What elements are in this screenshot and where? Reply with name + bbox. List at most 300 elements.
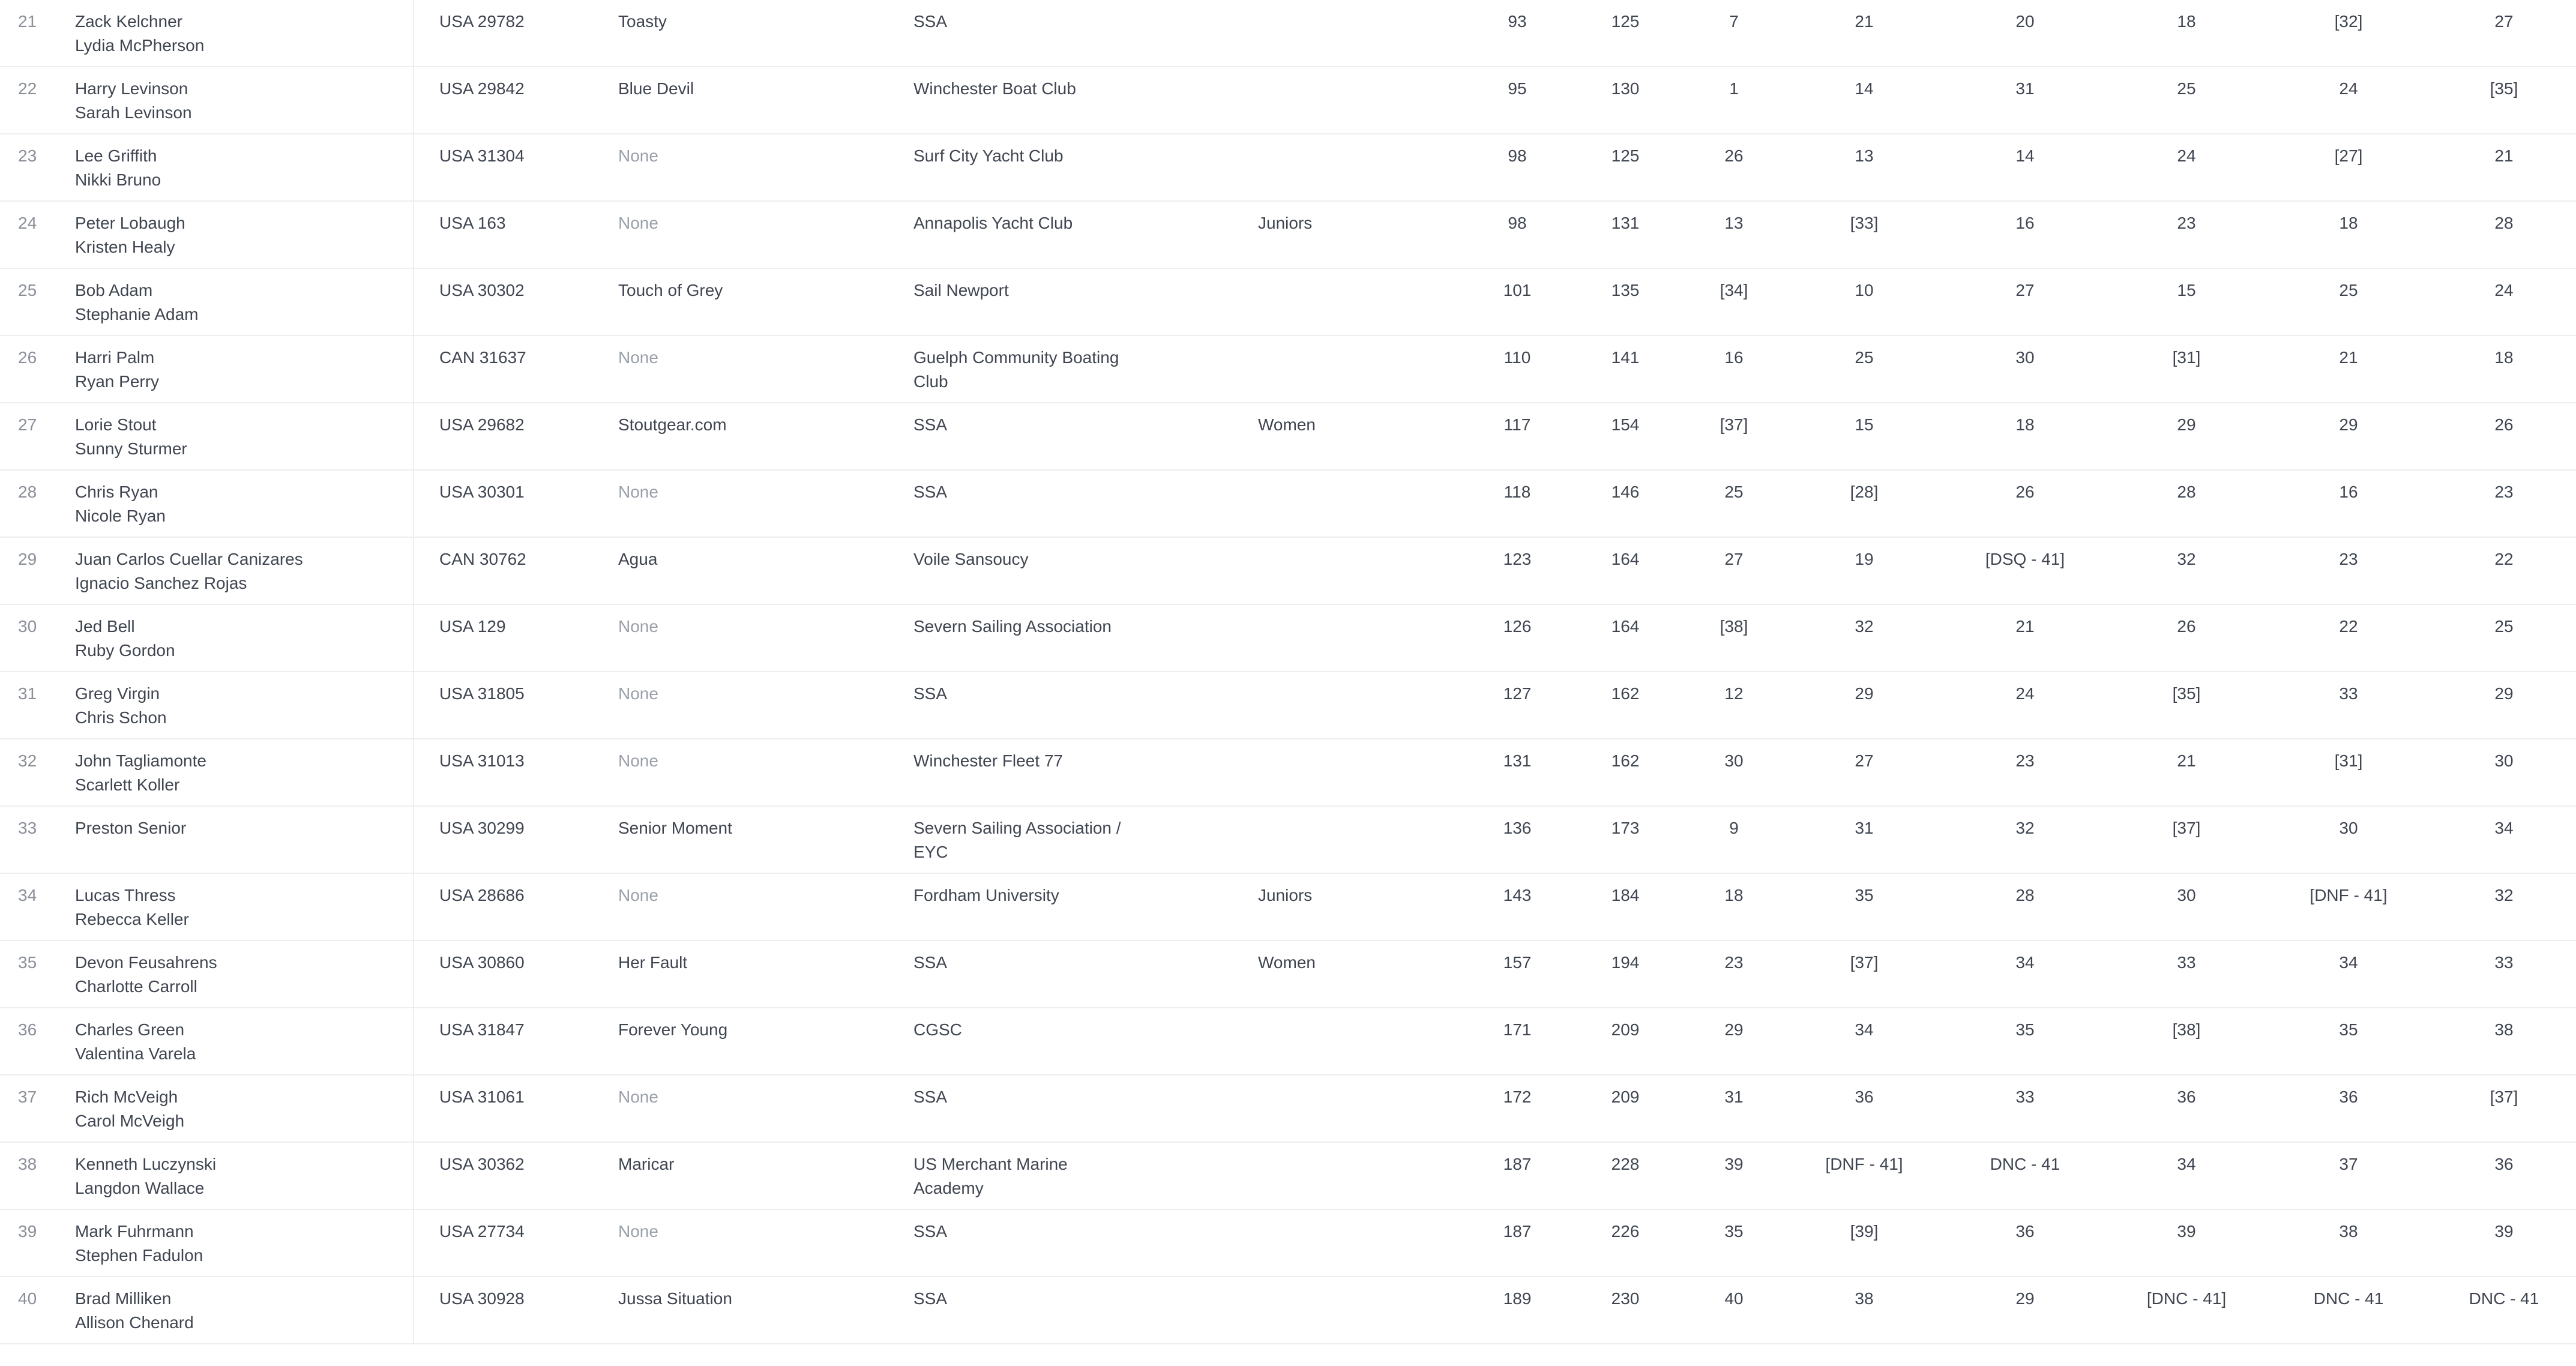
division-cell: Juniors	[1258, 886, 1313, 904]
crew-name: Ryan Perry	[75, 372, 160, 391]
race-3-score-cell: 30	[2015, 348, 2035, 367]
table-row[interactable]	[0, 67, 2576, 134]
sail-number-cell: CAN 30762	[439, 550, 526, 568]
race-2-score-cell: 32	[1855, 617, 1874, 636]
skipper-name: Zack Kelchner	[75, 12, 182, 31]
club-cell	[913, 615, 1154, 639]
race-3-score-cell: [DSQ - 41]	[1985, 550, 2065, 568]
sail-number-cell: USA 30362	[439, 1155, 525, 1173]
rank-cell: 32	[18, 751, 37, 770]
race-2-score-cell: 29	[1855, 684, 1874, 703]
table-row[interactable]	[0, 1277, 2576, 1344]
skipper-name: Chris Ryan	[75, 483, 158, 501]
boat-name-cell: Maricar	[618, 1155, 675, 1173]
total-score-cell: 125	[1611, 12, 1640, 31]
net-score-cell: 98	[1508, 146, 1527, 165]
boat-name-cell: Agua	[618, 550, 658, 568]
race-3-score-cell: 24	[2015, 684, 2035, 703]
table-row[interactable]	[0, 1210, 2576, 1277]
column-divider	[413, 0, 414, 66]
boat-name-cell: None	[618, 617, 658, 636]
total-score-cell: 162	[1611, 684, 1640, 703]
race-1-score-cell: 29	[1724, 1020, 1744, 1039]
skipper-name: Lorie Stout	[75, 415, 157, 434]
sail-number-cell: USA 31061	[439, 1088, 525, 1106]
race-1-score-cell: 35	[1724, 1222, 1744, 1241]
net-score-cell: 189	[1503, 1289, 1532, 1308]
club-cell	[913, 77, 1154, 101]
race-1-score-cell: 27	[1724, 550, 1744, 568]
rank-cell: 34	[18, 886, 37, 904]
total-score-cell: 130	[1611, 79, 1640, 98]
race-6-score-cell: DNC - 41	[2469, 1289, 2539, 1308]
crew-name: Allison Chenard	[75, 1313, 194, 1332]
total-score-cell: 209	[1611, 1020, 1640, 1039]
race-3-score-cell: 21	[2015, 617, 2035, 636]
rank-cell: 23	[18, 146, 37, 165]
race-1-score-cell: 40	[1724, 1289, 1744, 1308]
race-4-score-cell: 25	[2177, 79, 2196, 98]
crew-cell	[75, 144, 161, 192]
race-2-score-cell: 15	[1855, 415, 1874, 434]
table-row[interactable]	[0, 1008, 2576, 1076]
race-6-score-cell: 39	[2494, 1222, 2514, 1241]
race-4-score-cell: 28	[2177, 483, 2196, 501]
club-cell	[913, 413, 1154, 437]
race-3-score-cell: 33	[2015, 1088, 2035, 1106]
table-row[interactable]	[0, 739, 2576, 807]
crew-name: Stephen Fadulon	[75, 1246, 203, 1265]
rank-cell: 39	[18, 1222, 37, 1241]
race-4-score-cell: 18	[2177, 12, 2196, 31]
club-name-line: SSA	[913, 1289, 948, 1308]
club-cell	[913, 883, 1154, 907]
race-1-score-cell: [37]	[1720, 415, 1748, 434]
race-1-score-cell: [38]	[1720, 617, 1748, 636]
race-5-score-cell: 29	[2339, 415, 2358, 434]
net-score-cell: 187	[1503, 1222, 1532, 1241]
club-name-line: Sail Newport	[913, 281, 1009, 299]
race-1-score-cell: 16	[1724, 348, 1744, 367]
total-score-cell: 184	[1611, 886, 1640, 904]
total-score-cell: 173	[1611, 819, 1640, 837]
boat-name-cell: None	[618, 483, 658, 501]
crew-name: Valentina Varela	[75, 1044, 196, 1063]
race-1-score-cell: 39	[1724, 1155, 1744, 1173]
race-5-score-cell: [27]	[2334, 146, 2363, 165]
boat-name-cell: None	[618, 886, 658, 904]
race-4-score-cell: 23	[2177, 214, 2196, 232]
rank-cell: 36	[18, 1020, 37, 1039]
skipper-name: Greg Virgin	[75, 684, 160, 703]
race-3-score-cell: 23	[2015, 751, 2035, 770]
race-3-score-cell: 20	[2015, 12, 2035, 31]
race-2-score-cell: [39]	[1850, 1222, 1879, 1241]
skipper-name: Bob Adam	[75, 281, 153, 299]
crew-name: Kristen Healy	[75, 238, 175, 256]
race-1-score-cell: 26	[1724, 146, 1744, 165]
race-5-score-cell: [31]	[2334, 751, 2363, 770]
total-score-cell: 146	[1611, 483, 1640, 501]
boat-name-cell: None	[618, 214, 658, 232]
crew-name: Scarlett Koller	[75, 775, 180, 794]
race-5-score-cell: [DNF - 41]	[2310, 886, 2388, 904]
race-2-score-cell: [37]	[1850, 953, 1879, 972]
crew-name: Ruby Gordon	[75, 641, 175, 660]
club-cell	[913, 346, 1154, 394]
race-6-score-cell: [37]	[2490, 1088, 2518, 1106]
rank-cell: 27	[18, 415, 37, 434]
crew-cell	[75, 480, 166, 528]
crew-name: Ignacio Sanchez Rojas	[75, 574, 247, 592]
skipper-name: Juan Carlos Cuellar Canizares	[75, 550, 303, 568]
column-divider	[413, 739, 414, 805]
race-5-score-cell: 38	[2339, 1222, 2358, 1241]
table-row[interactable]	[0, 941, 2576, 1008]
race-6-score-cell: 23	[2494, 483, 2514, 501]
boat-name-cell: Jussa Situation	[618, 1289, 732, 1308]
club-name-line: Annapolis Yacht Club	[913, 214, 1073, 232]
sail-number-cell: USA 30299	[439, 819, 525, 837]
race-1-score-cell: 12	[1724, 684, 1744, 703]
race-5-score-cell: 35	[2339, 1020, 2358, 1039]
crew-cell	[75, 1152, 216, 1200]
race-1-score-cell: 9	[1729, 819, 1739, 837]
crew-name: Lydia McPherson	[75, 36, 205, 55]
race-4-score-cell: [38]	[2172, 1020, 2201, 1039]
club-name-line: SSA	[913, 1222, 948, 1241]
race-6-score-cell: 26	[2494, 415, 2514, 434]
club-name-line: US Merchant Marine	[913, 1155, 1068, 1173]
crew-name: Nikki Bruno	[75, 170, 161, 189]
skipper-name: Charles Green	[75, 1020, 185, 1039]
boat-name-cell: Stoutgear.com	[618, 415, 727, 434]
net-score-cell: 127	[1503, 684, 1532, 703]
race-5-score-cell: [32]	[2334, 12, 2363, 31]
club-cell	[913, 816, 1154, 864]
table-row[interactable]	[0, 134, 2576, 202]
skipper-name: Jed Bell	[75, 617, 135, 636]
column-divider	[413, 67, 414, 133]
skipper-name: Mark Fuhrmann	[75, 1222, 194, 1241]
race-6-score-cell: 38	[2494, 1020, 2514, 1039]
race-3-score-cell: 27	[2015, 281, 2035, 299]
race-4-score-cell: 39	[2177, 1222, 2196, 1241]
race-1-score-cell: 25	[1724, 483, 1744, 501]
race-4-score-cell: 15	[2177, 281, 2196, 299]
club-cell	[913, 749, 1154, 773]
club-cell	[913, 278, 1154, 302]
race-2-score-cell: [28]	[1850, 483, 1879, 501]
race-5-score-cell: 22	[2339, 617, 2358, 636]
sail-number-cell: USA 129	[439, 617, 506, 636]
club-cell	[913, 1287, 1154, 1311]
race-4-score-cell: 26	[2177, 617, 2196, 636]
race-4-score-cell: 34	[2177, 1155, 2196, 1173]
race-1-score-cell: 23	[1724, 953, 1744, 972]
crew-name: Charlotte Carroll	[75, 977, 197, 996]
race-5-score-cell: 30	[2339, 819, 2358, 837]
club-cell	[913, 144, 1154, 168]
total-score-cell: 226	[1611, 1222, 1640, 1241]
race-5-score-cell: 34	[2339, 953, 2358, 972]
boat-name-cell: None	[618, 348, 658, 367]
race-4-score-cell: [31]	[2172, 348, 2201, 367]
club-name-line: Club	[913, 372, 948, 391]
race-4-score-cell: 29	[2177, 415, 2196, 434]
table-row[interactable]	[0, 874, 2576, 941]
skipper-name: John Tagliamonte	[75, 751, 206, 770]
sail-number-cell: USA 29782	[439, 12, 525, 31]
race-2-score-cell: 34	[1855, 1020, 1874, 1039]
net-score-cell: 118	[1503, 483, 1531, 501]
sail-number-cell: USA 29842	[439, 79, 525, 98]
rank-cell: 38	[18, 1155, 37, 1173]
division-cell: Women	[1258, 953, 1316, 972]
race-3-score-cell: 35	[2015, 1020, 2035, 1039]
skipper-name: Preston Senior	[75, 819, 187, 837]
column-divider	[413, 1143, 414, 1209]
crew-cell	[75, 413, 187, 461]
boat-name-cell: None	[618, 1088, 658, 1106]
race-3-score-cell: 26	[2015, 483, 2035, 501]
table-row[interactable]	[0, 202, 2576, 269]
skipper-name: Devon Feusahrens	[75, 953, 217, 972]
crew-cell	[75, 1085, 184, 1133]
column-divider	[413, 941, 414, 1007]
crew-cell	[75, 346, 159, 394]
race-6-score-cell: 32	[2494, 886, 2514, 904]
race-6-score-cell: 33	[2494, 953, 2514, 972]
total-score-cell: 135	[1611, 281, 1640, 299]
rank-cell: 25	[18, 281, 37, 299]
race-2-score-cell: 13	[1855, 146, 1874, 165]
club-name-line: EYC	[913, 843, 948, 861]
table-row[interactable]	[0, 269, 2576, 336]
column-divider	[413, 538, 414, 604]
total-score-cell: 230	[1611, 1289, 1640, 1308]
sail-number-cell: USA 30301	[439, 483, 525, 501]
race-5-score-cell: 33	[2339, 684, 2358, 703]
table-row[interactable]	[0, 538, 2576, 605]
crew-name: Sunny Sturmer	[75, 439, 187, 458]
crew-cell	[75, 1287, 194, 1335]
race-6-score-cell: 28	[2494, 214, 2514, 232]
table-row[interactable]	[0, 0, 2576, 67]
table-row[interactable]	[0, 672, 2576, 739]
sail-number-cell: USA 31304	[439, 146, 525, 165]
sail-number-cell: USA 27734	[439, 1222, 525, 1241]
club-cell	[913, 1018, 1154, 1042]
boat-name-cell: Touch of Grey	[618, 281, 723, 299]
crew-cell	[75, 749, 206, 797]
column-divider	[413, 1008, 414, 1074]
club-name-line: SSA	[913, 415, 948, 434]
crew-cell	[75, 77, 192, 125]
rank-cell: 37	[18, 1088, 37, 1106]
skipper-name: Harry Levinson	[75, 79, 188, 98]
crew-name: Langdon Wallace	[75, 1179, 205, 1197]
race-6-score-cell: 34	[2494, 819, 2514, 837]
table-row[interactable]	[0, 471, 2576, 538]
club-cell	[913, 682, 1154, 706]
net-score-cell: 117	[1503, 415, 1531, 434]
crew-name: Chris Schon	[75, 708, 167, 727]
sail-number-cell: USA 31805	[439, 684, 525, 703]
sail-number-cell: USA 31847	[439, 1020, 525, 1039]
race-2-score-cell: 14	[1855, 79, 1874, 98]
race-2-score-cell: 38	[1855, 1289, 1874, 1308]
club-name-line: SSA	[913, 953, 948, 972]
sail-number-cell: CAN 31637	[439, 348, 526, 367]
column-divider	[413, 605, 414, 671]
column-divider	[413, 1277, 414, 1343]
crew-cell	[75, 951, 217, 999]
sail-number-cell: USA 31013	[439, 751, 525, 770]
rank-cell: 33	[18, 819, 37, 837]
race-1-score-cell: 18	[1724, 886, 1744, 904]
race-4-score-cell: 24	[2177, 146, 2196, 165]
race-4-score-cell: [DNC - 41]	[2146, 1289, 2227, 1308]
boat-name-cell: None	[618, 751, 658, 770]
rank-cell: 29	[18, 550, 37, 568]
club-name-line: Academy	[913, 1179, 984, 1197]
sail-number-cell: USA 30860	[439, 953, 525, 972]
total-score-cell: 228	[1611, 1155, 1640, 1173]
race-5-score-cell: 36	[2339, 1088, 2358, 1106]
rank-cell: 35	[18, 953, 37, 972]
club-name-line: SSA	[913, 684, 948, 703]
race-2-score-cell: 27	[1855, 751, 1874, 770]
crew-cell	[75, 682, 167, 730]
skipper-name: Harri Palm	[75, 348, 155, 367]
race-3-score-cell: 36	[2015, 1222, 2035, 1241]
race-3-score-cell: 34	[2015, 953, 2035, 972]
total-score-cell: 162	[1611, 751, 1640, 770]
total-score-cell: 131	[1611, 214, 1640, 232]
column-divider	[413, 1076, 414, 1142]
race-3-score-cell: 14	[2015, 146, 2035, 165]
race-6-score-cell: 21	[2494, 146, 2514, 165]
crew-cell	[75, 547, 303, 595]
crew-cell	[75, 1018, 196, 1066]
club-name-line: SSA	[913, 12, 948, 31]
column-divider	[413, 269, 414, 335]
race-4-score-cell: [35]	[2172, 684, 2201, 703]
sail-number-cell: USA 28686	[439, 886, 525, 904]
column-divider	[413, 403, 414, 469]
race-4-score-cell: 36	[2177, 1088, 2196, 1106]
race-5-score-cell: 24	[2339, 79, 2358, 98]
rank-cell: 22	[18, 79, 37, 98]
race-1-score-cell: [34]	[1720, 281, 1748, 299]
total-score-cell: 164	[1611, 617, 1640, 636]
column-divider	[413, 471, 414, 537]
net-score-cell: 157	[1503, 953, 1532, 972]
skipper-name: Brad Milliken	[75, 1289, 172, 1308]
total-score-cell: 209	[1611, 1088, 1640, 1106]
club-name-line: Fordham University	[913, 886, 1059, 904]
net-score-cell: 98	[1508, 214, 1527, 232]
race-6-score-cell: 25	[2494, 617, 2514, 636]
column-divider	[413, 807, 414, 873]
club-name-line: Voile Sansoucy	[913, 550, 1029, 568]
table-row[interactable]	[0, 336, 2576, 403]
race-3-score-cell: DNC - 41	[1990, 1155, 2060, 1173]
race-3-score-cell: 29	[2015, 1289, 2035, 1308]
net-score-cell: 136	[1503, 819, 1532, 837]
crew-name: Rebecca Keller	[75, 910, 189, 928]
total-score-cell: 194	[1611, 953, 1640, 972]
race-6-score-cell: 22	[2494, 550, 2514, 568]
rank-cell: 28	[18, 483, 37, 501]
boat-name-cell: Forever Young	[618, 1020, 728, 1039]
rank-cell: 30	[18, 617, 37, 636]
column-divider	[413, 874, 414, 940]
race-2-score-cell: [33]	[1850, 214, 1879, 232]
column-divider	[413, 202, 414, 268]
club-name-line: SSA	[913, 483, 948, 501]
sail-number-cell: USA 163	[439, 214, 506, 232]
boat-name-cell: None	[618, 146, 658, 165]
table-row[interactable]	[0, 403, 2576, 471]
crew-name: Sarah Levinson	[75, 103, 192, 122]
race-3-score-cell: 31	[2015, 79, 2035, 98]
club-cell	[913, 480, 1154, 504]
net-score-cell: 171	[1503, 1020, 1532, 1039]
net-score-cell: 126	[1503, 617, 1532, 636]
boat-name-cell: Blue Devil	[618, 79, 694, 98]
race-4-score-cell: 33	[2177, 953, 2196, 972]
rank-cell: 21	[18, 12, 37, 31]
boat-name-cell: None	[618, 684, 658, 703]
club-cell	[913, 211, 1154, 235]
table-row[interactable]	[0, 1076, 2576, 1143]
boat-name-cell: Her Fault	[618, 953, 688, 972]
race-4-score-cell: 32	[2177, 550, 2196, 568]
club-name-line: Surf City Yacht Club	[913, 146, 1064, 165]
race-1-score-cell: 1	[1729, 79, 1739, 98]
race-6-score-cell: 18	[2494, 348, 2514, 367]
rank-cell: 40	[18, 1289, 37, 1308]
race-2-score-cell: 31	[1855, 819, 1874, 837]
rank-cell: 31	[18, 684, 37, 703]
race-5-score-cell: 18	[2339, 214, 2358, 232]
table-row[interactable]	[0, 807, 2576, 874]
crew-name: Nicole Ryan	[75, 507, 166, 525]
net-score-cell: 110	[1503, 348, 1531, 367]
table-row[interactable]	[0, 1143, 2576, 1210]
race-6-score-cell: 30	[2494, 751, 2514, 770]
club-name-line: Winchester Fleet 77	[913, 751, 1063, 770]
race-4-score-cell: [37]	[2172, 819, 2201, 837]
table-row[interactable]	[0, 605, 2576, 672]
rank-cell: 24	[18, 214, 37, 232]
race-1-score-cell: 30	[1724, 751, 1744, 770]
crew-cell	[75, 883, 189, 931]
race-5-score-cell: 25	[2339, 281, 2358, 299]
skipper-name: Rich McVeigh	[75, 1088, 178, 1106]
race-2-score-cell: 35	[1855, 886, 1874, 904]
club-name-line: Severn Sailing Association	[913, 617, 1112, 636]
club-name-line: Winchester Boat Club	[913, 79, 1076, 98]
race-2-score-cell: 10	[1855, 281, 1874, 299]
club-cell	[913, 10, 1154, 34]
net-score-cell: 131	[1503, 751, 1532, 770]
race-1-score-cell: 13	[1724, 214, 1744, 232]
crew-cell	[75, 615, 175, 663]
race-5-score-cell: 37	[2339, 1155, 2358, 1173]
